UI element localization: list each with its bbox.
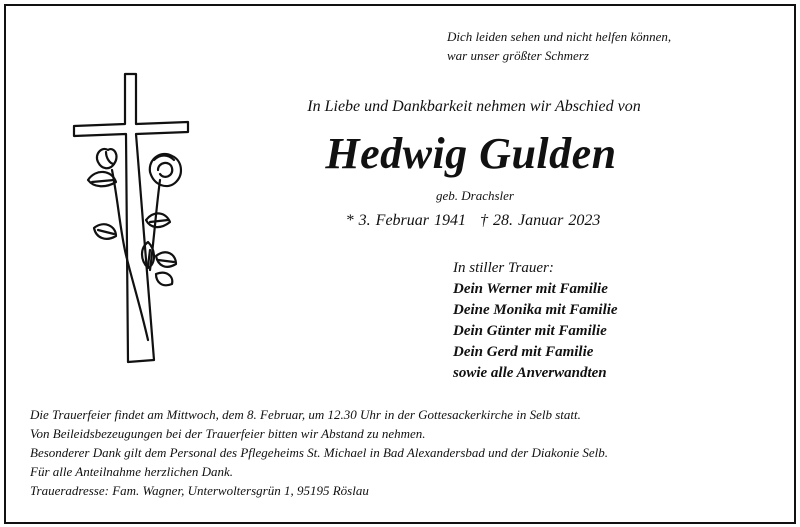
- intro-text: In Liebe und Dankbarkeit nehmen wir Abschied von: [307, 98, 641, 115]
- footer-line-condolences: Von Beileidsbezeugungen bei der Trauerfeier bitten wir Abstand zu nehmen.: [30, 426, 426, 441]
- mourner-item: Dein Werner mit Familie: [453, 281, 608, 297]
- footer-line-ceremony: Die Trauerfeier findet am Mittwoch, dem 8. Februar, um 12.30 Uhr in der Gottesackerkirche in Selb statt.: [30, 407, 581, 422]
- life-dates: [0, 212, 800, 230]
- footer-line-thanks: Für alle Anteilnahme herzlichen Dank.: [30, 464, 234, 479]
- quote-line-1: Dich leiden sehen und nicht helfen können,: [447, 29, 672, 44]
- deceased-name: Hedwig Gulden: [325, 129, 617, 178]
- birth-date: * 3. Februar 1941: [345, 212, 466, 229]
- mourner-item: Deine Monika mit Familie: [453, 302, 618, 318]
- maiden-name: geb. Drachsler: [436, 188, 514, 203]
- footer-line-thanks-staff: Besonderer Dank gilt dem Personal des Pflegeheims St. Michael in Bad Alexandersbad und der Diakonie Selb.: [30, 445, 609, 460]
- death-date: † 28. Januar 2023: [480, 212, 601, 229]
- mourners-block: [453, 258, 618, 384]
- mourners-heading: In stiller Trauer:: [453, 260, 554, 276]
- mourner-item: Dein Günter mit Familie: [453, 323, 607, 339]
- footer-line-address: Traueradresse: Fam. Wagner, Unterwoltersgrün 1, 95195 Röslau: [30, 483, 369, 498]
- mourner-item: Dein Gerd mit Familie: [453, 344, 594, 360]
- footer-notes: [30, 405, 608, 500]
- quote-line-2: war unser größter Schmerz: [447, 48, 589, 63]
- mourner-item: sowie alle Anverwandten: [453, 365, 607, 381]
- quote: [447, 27, 671, 65]
